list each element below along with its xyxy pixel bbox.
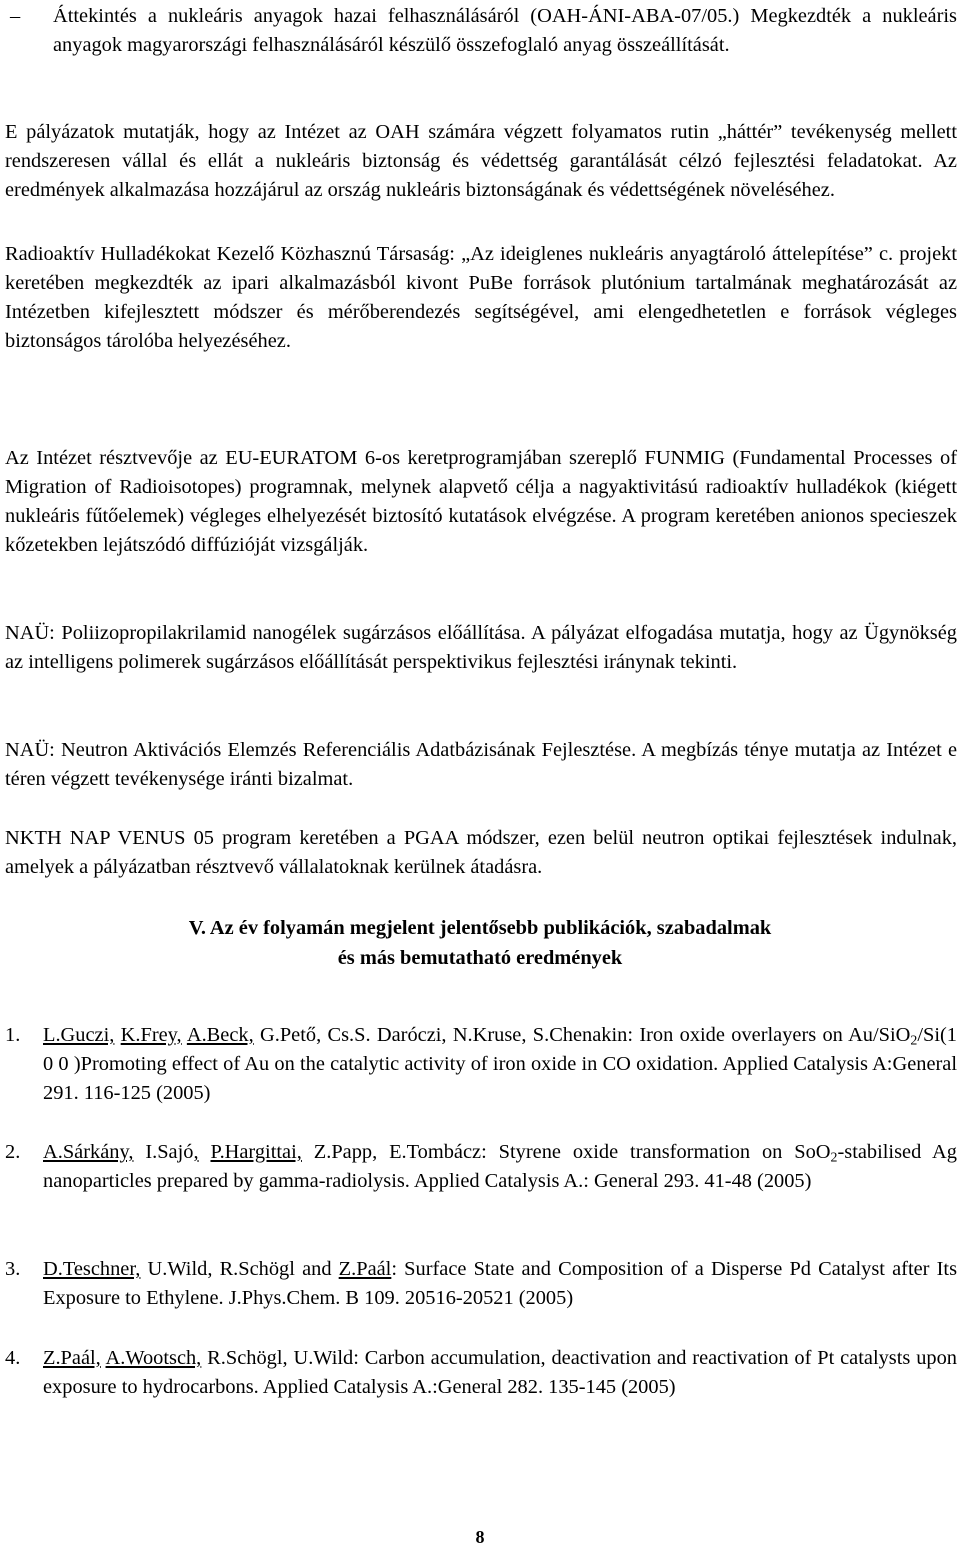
subscript: 2 [910, 1033, 918, 1049]
publication-rest: G.Pető, Cs.S. Daróczi, N.Kruse, S.Chenakin: Iron oxide overlayers on Au/SiO [253, 1024, 911, 1046]
author-underlined: A.Sárkány, [43, 1141, 134, 1163]
author-underlined: , [193, 1141, 199, 1163]
publication-number: 3. [5, 1258, 21, 1280]
paragraph-naeu-nanogel: NAÜ: Poliizopropilakrilamid nanogélek sugárzásos előállítása. A pályázat elfogadása mutatja, hogy az Ügynökség az intelligens polimerek sugárzásos előállítását perspektivikus fejlesztési iránynak tekinti. [5, 622, 957, 673]
paragraph-naeu-neutron: NAÜ: Neutron Aktivációs Elemzés Referenciális Adatbázisának Fejlesztése. A megbízás ténye mutatja az Intézet e téren végzett tevékenysége iránti bizalmat. [5, 739, 957, 790]
heading-line-2: és más bemutatható eredmények [337, 947, 623, 969]
paragraph-radioactive-waste: Radioaktív Hulladékokat Kezelő Közhasznú Társaság: „Az ideiglenes nukleáris anyagtároló áttelepítése” c. projekt keretében megkezdték az ipari alkalmazásból kivont PuBe források plutónium tartalmának meghatározását az Intézetben kifejlesztett módszer és mérőberendezés segítségével, ami elengedhetetlen e források végleges biztonságos tárolóba helyezéséhez. [5, 243, 957, 352]
author-underlined: A.Wootsch, [105, 1347, 202, 1369]
dash-bullet: – [10, 5, 21, 27]
publication-number: 1. [5, 1024, 21, 1046]
publication-item [5, 1344, 957, 1402]
publication-text [43, 1138, 957, 1196]
subscript: 2 [830, 1150, 838, 1166]
paragraph-funmig: Az Intézet résztvevője az EU-EURATOM 6-os keretprogramjában szereplő FUNMIG (Fundamental Processes of Migration of Radioisotopes) programnak, melynek alapvető célja a nagyaktivitású radioaktív hulladékok (kiégett nukleáris fűtőelemek) végleges elhelyezését biztosító kutatások elvégzése. A program keretében anionos specieszek kőzetekben lejátszódó diffúzióját vizsgálják. [5, 447, 957, 556]
author-underlined: L.Guczi, [43, 1024, 115, 1046]
author-underlined: Z.Paál [338, 1258, 392, 1280]
publication-rest: Z.Papp, E.Tombácz: Styrene oxide transformation on SoO [301, 1141, 831, 1163]
publication-rest: R.Schögl, U.Wild: Carbon accumulation, deactivation and reactivation of Pt catalysts upon exposure to hydrocarbons. Applied Catalysis A.:General 282. 135-145 (2005) [43, 1347, 957, 1398]
publication-number: 2. [5, 1141, 21, 1163]
paragraph-oah-tenders: E pályázatok mutatják, hogy az Intézet az OAH számára végzett folyamatos rutin „háttér” tevékenység mellett rendszeresen vállal és ellát a nukleáris biztonság és védettség garantálását célzó fejlesztési feladatokat. Az eredmények alkalmazása hozzájárul az ország nukleáris biztonságának és védettségének növeléséhez. [5, 121, 957, 201]
author-underlined: Z.Paál, [43, 1347, 101, 1369]
page-number: 8 [475, 1527, 485, 1547]
publication-rest: -stabilised Ag nanoparticles prepared by gamma-radiolysis. Applied Catalysis A.: General 293. 41-48 (2005) [43, 1141, 957, 1192]
author: U.Wild, R.Schögl and [140, 1258, 339, 1280]
publication-item [5, 1021, 957, 1108]
paragraph-text: Áttekintés a nukleáris anyagok hazai felhasználásáról (OAH-ÁNI-ABA-07/05.) Megkezdték a nukleáris anyagok magyarországi felhasználásáról készülő összefoglaló anyag összeállítását. [53, 5, 957, 56]
publication-number: 4. [5, 1347, 21, 1369]
publication-text [43, 1021, 957, 1108]
paragraph-nuclear-materials-overview [5, 2, 957, 60]
author-underlined: K.Frey, [120, 1024, 182, 1046]
publication-text [43, 1255, 957, 1313]
publication-item [5, 1255, 957, 1313]
publication-rest: /Si(1 0 0 )Promoting effect of Au on the catalytic activity of iron oxide in CO oxidation. Applied Catalysis A:General 291. 116-125 (2005) [43, 1024, 957, 1104]
heading-line-1: V. Az év folyamán megjelent jelentősebb publikációk, szabadalmak [188, 917, 772, 939]
paragraph-nkth-venus: NKTH NAP VENUS 05 program keretében a PGAA módszer, ezen belül neutron optikai fejlesztések indulnak, amelyek a pályázatban résztvevő vállalatoknak kerülnek átadásra. [5, 827, 957, 878]
section-heading [0, 913, 960, 973]
author-underlined: D.Teschner, [43, 1258, 141, 1280]
author-underlined: A.Beck, [186, 1024, 254, 1046]
publication-text [43, 1344, 957, 1402]
publication-rest: : Surface State and Composition of a Disperse Pd Catalyst after Its Exposure to Ethylene. J.Phys.Chem. B 109. 20516-20521 (2005) [43, 1258, 957, 1309]
publication-item [5, 1138, 957, 1196]
spacer-text [199, 1141, 211, 1163]
author-underlined: P.Hargittai, [210, 1141, 302, 1163]
author: I.Sajó [133, 1141, 194, 1163]
